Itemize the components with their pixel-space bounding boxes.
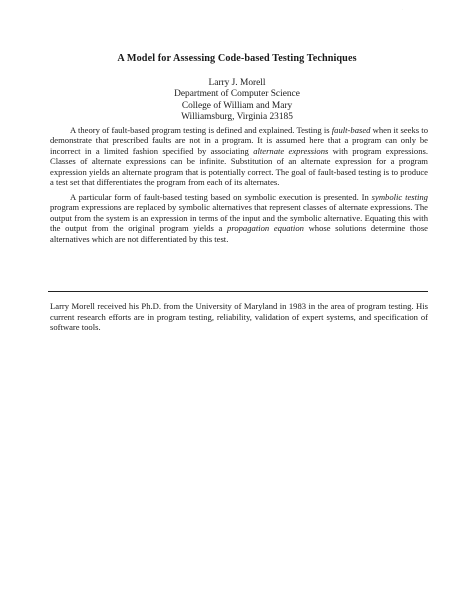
paper-title: A Model for Assessing Code-based Testing Techniques	[117, 53, 357, 64]
footnote-divider	[48, 291, 428, 292]
author-bio: Larry Morell received his Ph.D. from the University of Maryland in 1983 in the area of program testing. His current research efforts are in program testing, reliability, validation of expert systems, and specification of software tools.	[50, 301, 428, 333]
abstract-p2-text-2: program expressions are replaced by symbolic alternatives that represent classes of alternate expressions. The output from the system is an expression in terms of the input and the symbolic alternative. Equating this with the output from the original program yields a	[50, 202, 428, 234]
abstract-p2-emphasis-1: symbolic testing	[371, 191, 428, 202]
author-department: Department of Computer Science	[174, 89, 300, 100]
author-name: Larry J. Morell	[208, 78, 266, 88]
abstract-p1-text-2: when it seeks to demonstrate that prescribed faults are not in a program. It is assumed here that a program can only be incorrect in a limited fashion specified by associating	[50, 125, 428, 156]
author-block	[0, 78, 474, 124]
author-location: Williamsburg, Virginia 23185	[181, 112, 293, 123]
abstract-p1-emphasis-2: alternate expressions	[253, 145, 329, 156]
abstract-p1-text-1: A theory of fault-based program testing is defined and explained. Testing is	[70, 125, 332, 135]
scan-mark: ·	[402, 8, 403, 12]
abstract-p1-text-3: with program expressions. Classes of alternate expressions can be infinite. Substitution of an alternate expression for a program expression yields an alternate program that is potentially correct. The goal of fault-based testing is to produce a test set that differentiates the program from each of its alternates.	[50, 145, 428, 188]
author-college: College of William and Mary	[181, 100, 293, 111]
abstract-p2-text-3: whose solutions determine those alternatives which are not differentiated by this test.	[50, 223, 428, 244]
abstract-p2-text-1: A particular form of fault-based testing based on symbolic execution is presented. In	[70, 191, 372, 202]
abstract-paragraph-1	[50, 125, 428, 188]
abstract-paragraph-2	[50, 192, 428, 244]
abstract-p1-emphasis-1: fault-based	[331, 125, 371, 135]
abstract	[50, 125, 428, 248]
abstract-p2-emphasis-2: propagation equation	[227, 223, 304, 234]
